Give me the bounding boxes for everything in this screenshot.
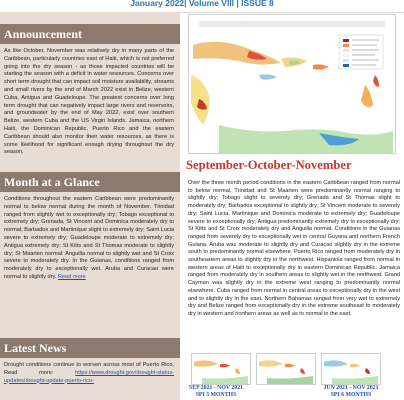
thumbnail-caption-1 — [181, 385, 251, 398]
thumbnail-caption-2-index: SPI 6 MONTHS — [330, 391, 372, 398]
thumbnail-map-1-image — [192, 354, 250, 384]
caribbean-spi-map — [188, 14, 396, 154]
thumbnail-caption-2-period: JUN 2021 - NOV 2021 — [323, 385, 379, 391]
main-section-title: September-October-November — [186, 158, 352, 172]
latest-news-body: Drought conditions continue to worsen across most of Puerto Rico, Read more: — [4, 362, 174, 376]
thumbnail-map-2-image — [257, 354, 315, 384]
thumbnail-caption-2 — [316, 385, 386, 398]
month-glance-text — [4, 196, 174, 332]
thumbnail-map-3 — [321, 353, 381, 385]
announcement-text: As like October, November was relatively dry in many parts of the Caribbean, particularly countries east of Haiti, which is not preferred going into the dry season - as those impacted countries will be starting the season with a deficit in water resources. Concerns over short term drought that can impact soil moisture availability, streams and small rivers by the end of March 2022 exist in Belize, western Cuba, Antigua and Guadeloupe. The greatest concerns over long term drought that can negatively impact large rivers and reservoirs, and groundwater by the end of May 2022, exist over southern Belize, western Cuba and the US Virgin Islands. Jamaica, northern Haiti, the Dominican Republic, Puerto Rico and the eastern Caribbean should also monitor their water resources, as there is some likelihood for significant enough drying throughout the dry season. — [4, 48, 174, 156]
main-section-text: Over the three month period conditions in the eastern Caribbean ranged from normal to below normal. Trinidad and St Maarten were predominantly normal ranging to slightly dry; Tobago slight to severely dry; Grenada and St Thomas slight to moderately dry; Barbados exceptional to slightly dry; St Vincent moderate to severely dry; Saint Lucia, Martinique and Dominica moderate to extremely dry; Guadeloupe severe to exceptionally dry; Antigua predominantly extremely dry to exceptionally dry; St Kitts and St Croix moderately dry and Anguilla normal. Conditions in the Guianas ranged from severely dry to exceptionally wet in central Guyana and northern French Guiana. Aruba was moderate to slightly dry and Curacao slightly dry in the extreme south to predominantly normal elsewhere. Puerto Rico ranged from moderately dry in southeastern areas to slightly dry in the northwest. Hispaniola ranged from normal in western areas of Haiti to exceptionally dry in eastern Dominican Republic. Jamaica ranged from moderately dry in southern areas to slightly wet in the northwest. Grand Cayman was slightly dry in the extreme west ranging to predominantly normal elsewhere. Cuba ranged from normal in central areas to exceptionally dry in the west and to slightly dry in the east. Northern Bahamas ranged from very wet to extremely dry and Belize ranged from exceptionally dry in the extreme southeast to moderately dry in western and northern areas as well as to normal in the east. — [188, 180, 400, 317]
latest-news-text — [4, 362, 174, 400]
month-glance-heading: Month at a Glance — [0, 172, 180, 192]
latest-news-heading: Latest News — [0, 338, 180, 358]
issue-line: January 2022| Volume VIII | ISSUE 8 — [130, 0, 274, 8]
latest-news-link[interactable]: https://www.drought.gov/drought-status-updates/drought-update-puerto-rico- — [4, 369, 174, 384]
thumbnail-map-3-image — [322, 354, 380, 384]
month-glance-body: Conditions throughout the eastern Caribbean were predominantly normal to below normal during the month of November. Trinidad ranged from slightly wet to exceptionally dry; Tobago exceptional to extremely dry; Grenada, St Vincent and Dominica moderately dry to normal; Barbados and Martinique slight to extremely dry; Saint Lucia severe to extremely dry; Guadeloupe moderate to extremely dry; Antigua extremely dry; St Kitts and St Thomas moderate to slightly dry; St Maarten normal: Anguilla normal to slightly wet and St Croix severe to moderately dry. In the Guianas, conditions ranged from moderately dry to exceptionally wet. Aruba and Curacao were normal to slightly dry. — [4, 196, 174, 280]
thumbnail-map-1 — [191, 353, 251, 385]
sidebar-column — [0, 12, 180, 400]
map-image — [189, 15, 395, 153]
thumbnail-caption-1-index: SPI 3 MONTHS — [195, 391, 237, 398]
thumbnail-map-2 — [256, 353, 316, 385]
announcement-heading: Announcement — [0, 24, 180, 44]
thumbnail-caption-1-period: SEP 2021 - NOV 2021 — [188, 385, 243, 391]
read-more-link[interactable]: Read more — [58, 273, 86, 280]
